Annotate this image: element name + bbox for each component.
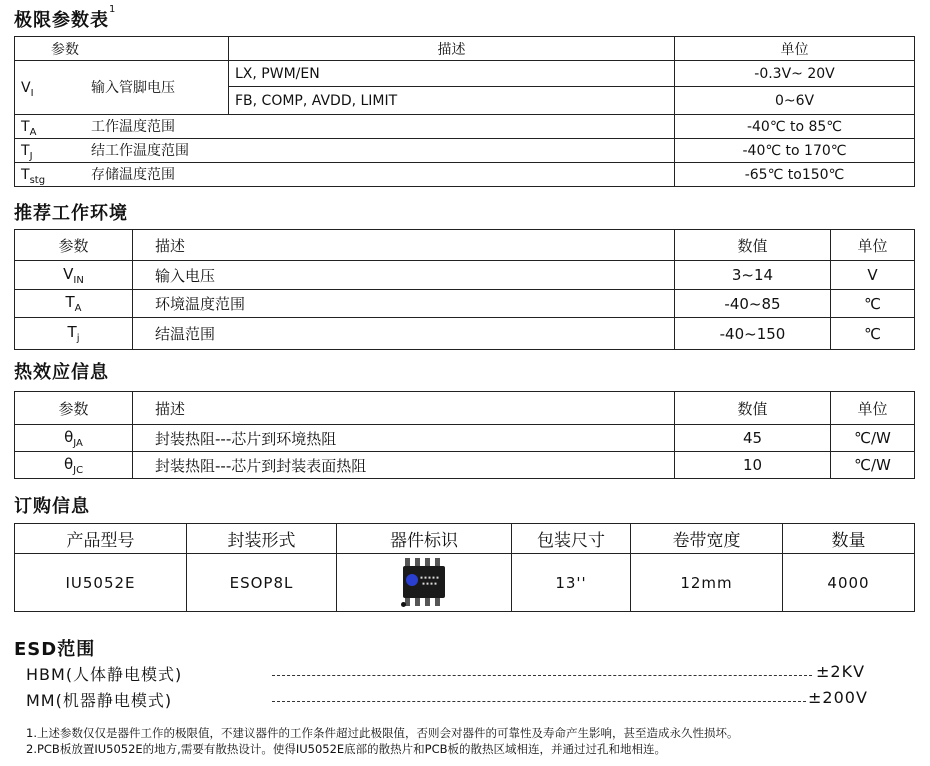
- tstg-value: -65℃ to150℃: [675, 163, 915, 187]
- rec-ta-desc: 环境温度范围: [133, 290, 675, 318]
- ordering-table: [14, 523, 915, 612]
- chip-marking-icon: ▪▪▪▪▪ ▪▪▪▪: [399, 556, 449, 610]
- vi-param-cell: [15, 61, 229, 115]
- esd-mm-value: ±200V: [808, 688, 868, 707]
- tj-value: -40℃ to 170℃: [675, 139, 915, 163]
- ta-value: -40℃ to 85℃: [675, 115, 915, 139]
- esd-hbm-label: HBM(人体静电模式): [26, 665, 183, 684]
- rec-tj-desc: 结温范围: [133, 318, 675, 350]
- order-header-tape: 卷带宽度: [631, 524, 783, 554]
- thermal-ja-symbol: $\theta_{JA}$: [15, 425, 133, 452]
- esd-title: ESD范围: [14, 639, 96, 660]
- order-reel: 13'': [512, 554, 631, 612]
- thermal-header-unit: 单位: [831, 392, 915, 425]
- order-part: IU5052E: [15, 554, 187, 612]
- header-desc: 描述: [229, 37, 675, 61]
- ordering-title: 订购信息: [14, 496, 90, 517]
- order-package: ESOP8L: [187, 554, 337, 612]
- esd-mm-label: MM(机器静电模式): [26, 691, 173, 710]
- thermal-title: 热效应信息: [14, 362, 109, 383]
- esd-hbm-leader: [272, 675, 812, 676]
- ta-row: $T_A$ 工作温度范围: [15, 115, 675, 139]
- recommended-title: 推荐工作环境: [14, 203, 128, 224]
- thermal-table: [14, 391, 915, 479]
- abs-max-title: 极限参数表$^1$: [14, 4, 117, 31]
- rec-vin-value: 3~14: [675, 261, 831, 290]
- order-header-qty: 数量: [783, 524, 915, 554]
- rec-tj-symbol: $T_j$: [15, 318, 133, 350]
- order-tape: 12mm: [631, 554, 783, 612]
- thermal-ja-unit: ℃/W: [831, 425, 915, 452]
- tstg-row: $T_{stg}$ 存储温度范围: [15, 163, 675, 187]
- thermal-jc-unit: ℃/W: [831, 452, 915, 479]
- rec-tj-unit: ℃: [831, 318, 915, 350]
- order-header-reel: 包装尺寸: [512, 524, 631, 554]
- rec-ta-value: -40~85: [675, 290, 831, 318]
- rec-header-desc: 描述: [133, 230, 675, 261]
- vi-label: 输入管脚电压: [91, 79, 175, 96]
- rec-ta-unit: ℃: [831, 290, 915, 318]
- vi-desc-1: LX, PWM/EN: [229, 61, 675, 87]
- order-header-part: 产品型号: [15, 524, 187, 554]
- recommended-table: [14, 229, 915, 350]
- rec-header-unit: 单位: [831, 230, 915, 261]
- vi-value-1: -0.3V~ 20V: [675, 61, 915, 87]
- footnote-mark: 1: [109, 4, 117, 15]
- order-qty: 4000: [783, 554, 915, 612]
- tj-row: $T_J$ 结工作温度范围: [15, 139, 675, 163]
- order-header-marking: 器件标识: [337, 524, 512, 554]
- thermal-ja-desc: 封装热阻---芯片到环境热阻: [133, 425, 675, 452]
- header-param: 参数: [15, 37, 229, 61]
- thermal-header-desc: 描述: [133, 392, 675, 425]
- thermal-jc-value: 10: [675, 452, 831, 479]
- thermal-jc-desc: 封装热阻---芯片到封装表面热阻: [133, 452, 675, 479]
- rec-vin-symbol: $V_{IN}$: [15, 261, 133, 290]
- thermal-header-param: 参数: [15, 392, 133, 425]
- note-2: 2.PCB板放置IU5052E的地方,需要有散热设计。使得IU5052E底部的散热片和PCB板的散热区域相连，并通过过孔和地相连。: [26, 742, 667, 756]
- order-header-package: 封装形式: [187, 524, 337, 554]
- rec-header-value: 数值: [675, 230, 831, 261]
- order-marking: [337, 554, 512, 612]
- esd-mm-leader: [272, 701, 806, 702]
- vi-desc-2: FB, COMP, AVDD, LIMIT: [229, 87, 675, 115]
- thermal-header-value: 数值: [675, 392, 831, 425]
- rec-header-param: 参数: [15, 230, 133, 261]
- rec-tj-value: -40~150: [675, 318, 831, 350]
- rec-vin-desc: 输入电压: [133, 261, 675, 290]
- note-1: 1.上述参数仅仅是器件工作的极限值，不建议器件的工作条件超过此极限值，否则会对器件的可靠性及寿命产生影响，甚至造成永久性损坏。: [26, 726, 739, 740]
- esd-hbm-value: ±2KV: [816, 662, 866, 681]
- rec-ta-symbol: $T_A$: [15, 290, 133, 318]
- thermal-jc-symbol: $\theta_{JC}$: [15, 452, 133, 479]
- rec-vin-unit: V: [831, 261, 915, 290]
- vi-value-2: 0~6V: [675, 87, 915, 115]
- abs-max-table: [14, 36, 915, 187]
- header-unit: 单位: [675, 37, 915, 61]
- thermal-ja-value: 45: [675, 425, 831, 452]
- vi-symbol: $V_I$: [21, 79, 34, 99]
